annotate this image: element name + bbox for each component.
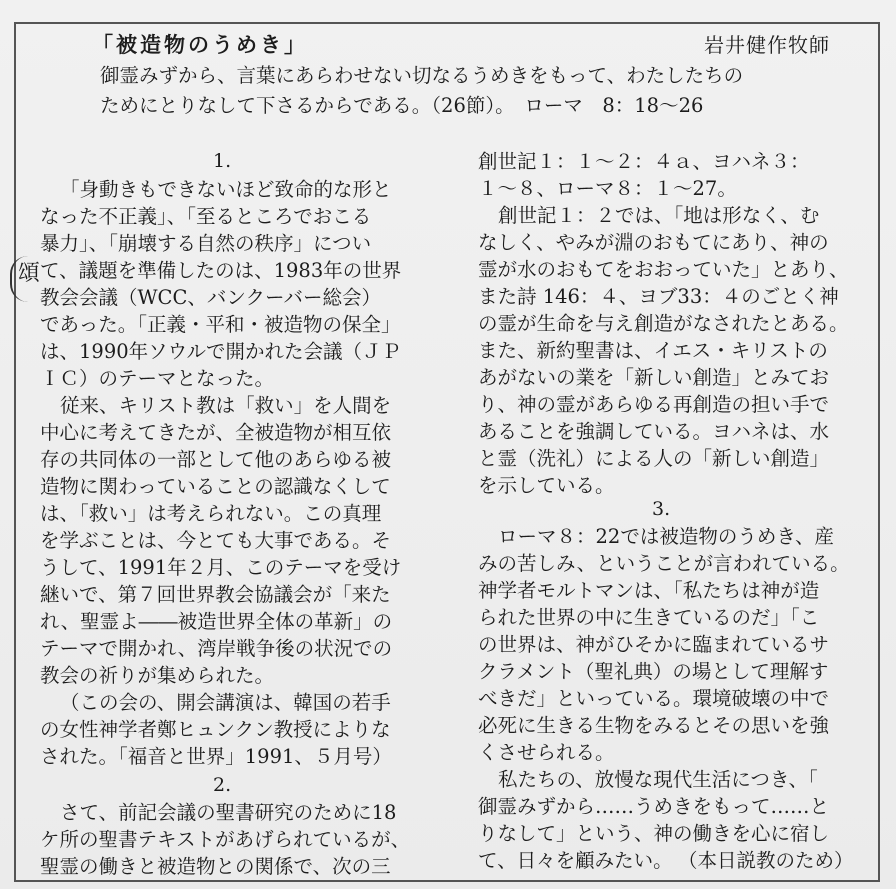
body-line: 造物に関わっていることの認識なくして: [40, 475, 391, 498]
body-line: くさせられる。: [478, 741, 615, 764]
body-line: なしく、やみが淵のおもてにあり、神の: [478, 231, 829, 254]
section-number: 2.: [213, 774, 232, 796]
article-title: 「被造物のうめき」: [92, 32, 308, 57]
body-line: を示している。: [478, 474, 615, 497]
body-line: ローマ８：22では被造物のうめき、産: [498, 525, 835, 548]
body-line: て、議題を準備したのは、1983年の世界: [40, 259, 402, 282]
body-line: 神学者モルトマンは、「私たちは神が造: [478, 579, 820, 602]
body-line: て、日々を顧みたい。: [478, 849, 673, 872]
body-line: 中心に考えてきたが、全被造物が相互依: [40, 421, 392, 444]
margin-handwritten-note: 頌: [10, 256, 40, 302]
body-line: は、「救い」は考えられない。この真理: [40, 502, 382, 525]
body-line: また、新約聖書は、イエス・キリストの: [478, 339, 828, 362]
body-line: 継いで、第７回世界教会協議会が「来た: [40, 583, 391, 606]
body-line: 暴力」、「崩壊する自然の秩序」につい: [40, 232, 372, 255]
body-line: 御霊みずから……うめきをもって……と: [478, 795, 830, 818]
body-line: あがないの業を「新しい創造」とみてお: [478, 366, 830, 389]
body-line: 私たちの、放慢な現代生活につき、「: [498, 768, 818, 791]
body-line: れ、聖霊よ――被造世界全体の革新」の: [40, 610, 393, 633]
body-line: あることを強調している。ヨハネは、水: [478, 420, 830, 443]
epigraph-line: ためにとりなして下さるからである。（26節）。 ローマ 8：18〜26: [100, 94, 704, 117]
body-line: と霊（洗礼）による人の「新しい創造」: [478, 447, 830, 470]
body-line: は、1990年ソウルで開かれた会議（ＪＰ: [40, 340, 402, 363]
body-line: 創世記１：１〜２：４ａ、ヨハネ３：: [478, 150, 810, 173]
body-line: 存の共同体の一部として他のあらゆる被: [40, 448, 392, 471]
body-line: 創世記１：２では、「地は形なく、む: [498, 204, 820, 227]
body-line: りなして」という、神の働きを心に宿し: [478, 822, 830, 845]
body-line: べきだ」といっている。環境破壊の中で: [478, 687, 830, 710]
body-line: の世界は、神がひそかに臨まれているサ: [478, 633, 830, 656]
closing-note: （本日説教のため）: [678, 849, 854, 872]
section-number: 1.: [213, 150, 232, 172]
epigraph-line: 御霊みずから、言葉にあらわせない切なるうめきをもって、わたしたちの: [100, 64, 744, 87]
body-line: り、神の霊があらゆる再創造の担い手で: [478, 393, 830, 416]
body-line: １〜８、ローマ８：１〜27。: [478, 177, 737, 200]
body-line: みの苦しみ、ということが言われている。: [478, 552, 850, 575]
body-line: 従来、キリスト教は「救い」を人間を: [60, 394, 392, 417]
body-line: 教会の祈りが集められた。: [40, 664, 275, 687]
body-line: を学ぶことは、今とても大事である。そ: [40, 529, 392, 552]
body-line: うして、1991年２月、このテーマを受け: [40, 556, 402, 579]
body-line: ケ所の聖書テキストがあげられているが、: [40, 828, 411, 851]
body-line: られた世界の中に生きているのだ」「こ: [478, 606, 820, 629]
body-line: クラメント（聖礼典）の場として理解す: [478, 660, 829, 683]
body-line: さて、前記会議の聖書研究のために18: [60, 801, 397, 824]
body-line: であった。「正義・平和・被造物の保全」: [40, 313, 401, 336]
article-author: 岩井健作牧師: [704, 33, 830, 57]
body-line: 「身動きもできないほど致命的な形と: [60, 178, 392, 201]
body-line: の霊が生命を与え創造がなされたとある。: [478, 312, 849, 335]
body-line: テーマで開かれ、湾岸戦争後の状況での: [40, 637, 393, 660]
body-line: 聖霊の働きと被造物との関係で、次の三: [40, 855, 391, 878]
body-line: （この会の、開会講演は、韓国の若手: [60, 691, 391, 714]
section-number: 3.: [652, 498, 671, 520]
body-line: 教会会議（WCC、バンクーバー総会）: [40, 286, 382, 309]
body-line: また詩 146：４、ヨブ33：４のごとく神: [478, 285, 839, 308]
body-line: の女性神学者鄭ヒュンクン教授によりな: [40, 718, 391, 741]
body-line: された。「福音と世界」1991、５月号）: [40, 745, 392, 768]
body-line: 必死に生きる生物をみるとその思いを強: [478, 714, 830, 737]
body-line: 霊が水のおもてをおおっていた」とあり、: [478, 258, 849, 281]
body-line: なった不正義」、「至るところでおこる: [40, 205, 372, 228]
body-line: ＩＣ）のテーマとなった。: [40, 367, 275, 390]
